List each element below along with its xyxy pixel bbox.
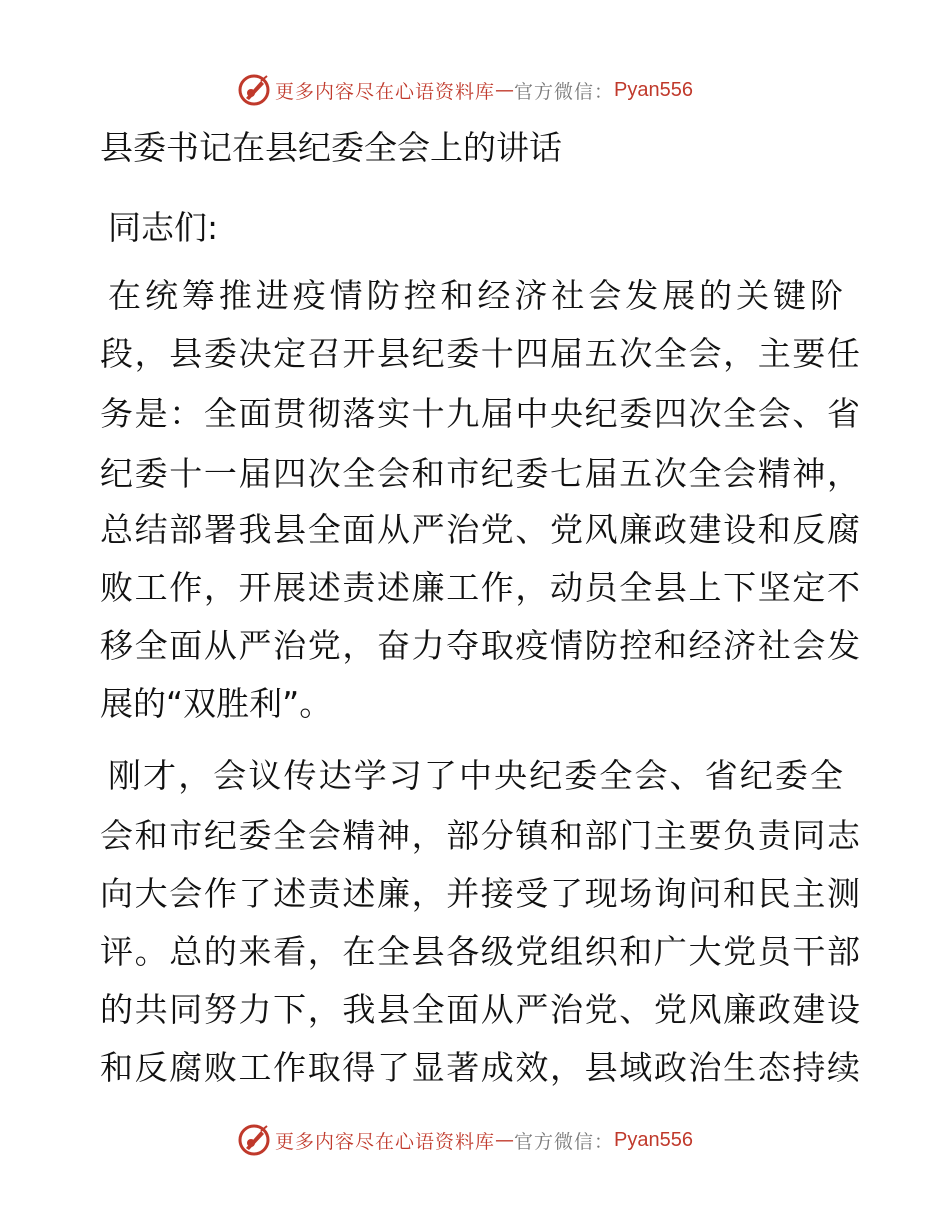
watermark-main-text: 更多内容尽在心语资料库 — [275, 1130, 496, 1153]
quill-logo-icon — [237, 1123, 271, 1157]
watermark-wechat-id: Pyan556 — [614, 78, 693, 101]
paragraph-2-line-6: 和反腐败工作取得了显著成效，县域政治生态持续 — [100, 1048, 860, 1087]
paragraph-1-line-6: 败工作，开展述责述廉工作，动员全县上下坚定不 — [100, 568, 860, 607]
document-title: 县委书记在县纪委全会上的讲话 — [100, 128, 562, 167]
paragraph-2-line-5: 的共同努力下，我县全面从严治党、党风廉政建设 — [100, 990, 860, 1029]
watermark-main-text: 更多内容尽在心语资料库 — [275, 80, 496, 103]
quill-logo-icon — [237, 73, 271, 107]
watermark-footer — [0, 1120, 950, 1160]
paragraph-2-line-1: 刚才，会议传达学习了中央纪委全会、省纪委全 — [108, 756, 843, 795]
watermark-dash: — — [495, 79, 515, 101]
salutation: 同志们: — [108, 208, 219, 247]
watermark-official-label: 官方微信： — [514, 1130, 615, 1153]
paragraph-1-line-8: 展的“双胜利”。 — [100, 684, 333, 723]
watermark-dash: — — [495, 1129, 515, 1151]
paragraph-2-line-4: 评。总的来看，在全县各级党组织和广大党员干部 — [100, 932, 860, 971]
watermark-header — [0, 70, 950, 110]
paragraph-1-line-5: 总结部署我县全面从严治党、党风廉政建设和反腐 — [100, 510, 860, 549]
paragraph-1-line-2: 段，县委决定召开县纪委十四届五次全会，主要任 — [100, 334, 860, 373]
paragraph-1-line-3: 务是：全面贯彻落实十九届中央纪委四次全会、省 — [100, 394, 860, 433]
paragraph-1-line-7: 移全面从严治党，奋力夺取疫情防控和经济社会发 — [100, 626, 860, 665]
paragraph-2-line-2: 会和市纪委全会精神，部分镇和部门主要负责同志 — [100, 816, 860, 855]
watermark-wechat-id: Pyan556 — [614, 1128, 693, 1151]
paragraph-1-line-1: 在统筹推进疫情防控和经济社会发展的关键阶 — [108, 276, 843, 315]
paragraph-1-line-4: 纪委十一届四次全会和市纪委七届五次全会精神， — [100, 454, 860, 493]
paragraph-2-line-3: 向大会作了述责述廉，并接受了现场询问和民主测 — [100, 874, 860, 913]
watermark-official-label: 官方微信： — [514, 80, 615, 103]
